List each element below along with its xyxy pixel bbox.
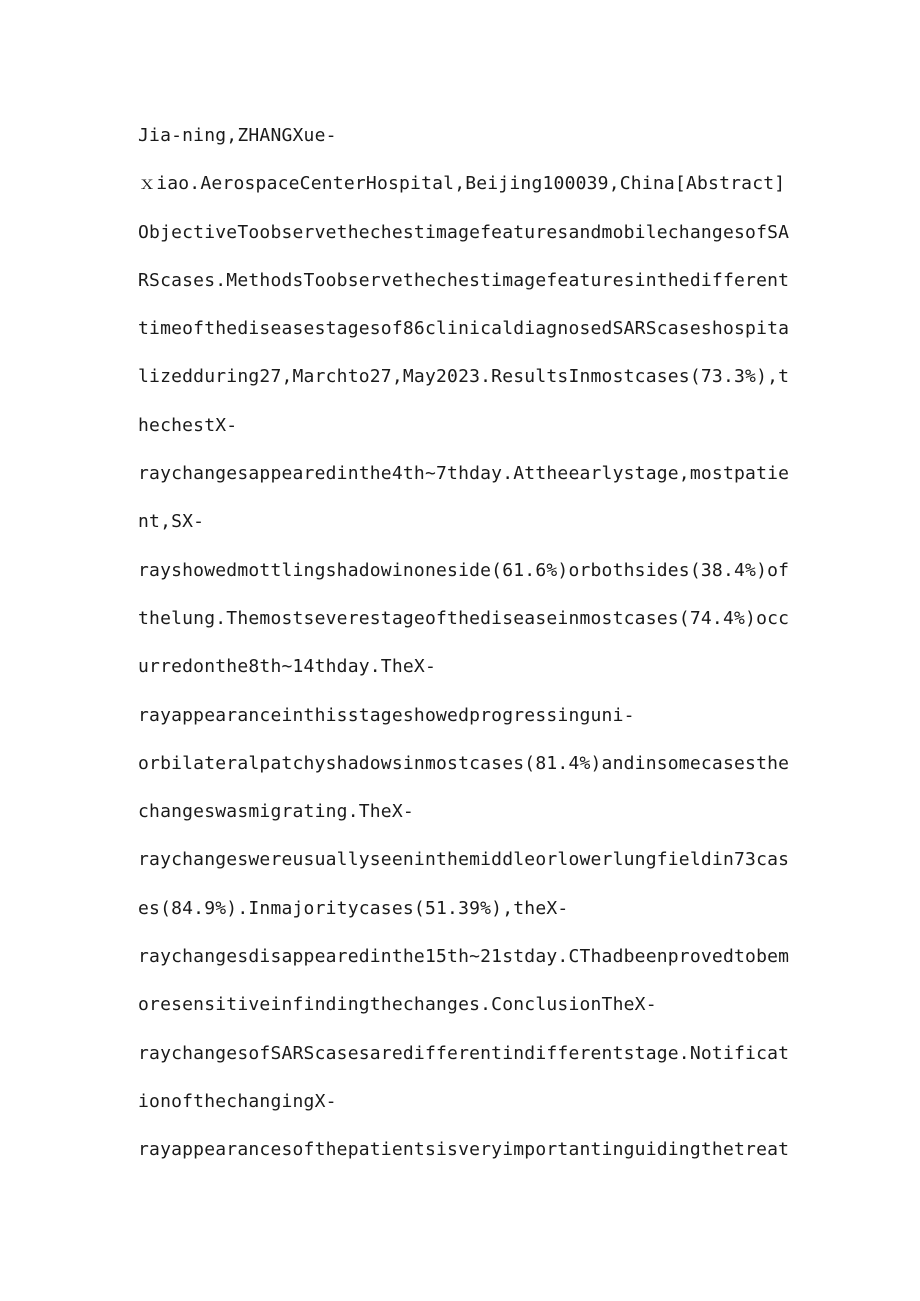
abstract-text-block [138,112,788,1175]
text-line: urredonthe8th~14thday.TheX- [138,656,436,678]
text-line: Jia-ning,ZHANGXue- [138,125,337,146]
text-line: ionofthechangingX- [138,1090,337,1112]
text-line: orbilateralpatchyshadowsinmostcases(81.4%)andinsomecasesthe [138,752,790,774]
text-line: ObjectiveToobservethechestimagefeaturesandmobilechangesofSA [138,221,790,243]
text-line: raychangesofSARScasesaredifferentindifferentstage.Notificat [138,1042,790,1064]
text-line: raychangeswereusuallyseeninthemiddleorlowerlungfieldin73cas [138,849,790,871]
text-line: hechestX- [138,414,238,436]
text-line: thelung.Themostseverestageofthediseaseinmostcases(74.4%)occ [138,607,790,629]
text-line: ｘiao.AerospaceCenterHospital,Beijing100039,China[Abstract] [138,173,786,195]
text-line: RScases.MethodsToobservethechestimagefeaturesinthedifferent [138,269,790,291]
text-line: changeswasmigrating.TheX- [138,801,414,823]
text-line: oresensitiveinfindingthechanges.ConclusionTheX- [138,994,657,1016]
text-line: timeofthediseasestagesof86clinicaldiagnosedSARScaseshospita [138,318,790,340]
text-line: raychangesdisappearedinthe15th~21stday.CThadbeenprovedtobem [138,946,790,968]
text-line: raychangesappearedinthe4th~7thday.Attheearlystage,mostpatie [138,463,790,485]
text-line: rayappearancesofthepatientsisveryimportantinguidingthetreat [138,1139,790,1161]
text-line: es(84.9%).Inmajoritycases(51.39%),theX- [138,897,569,919]
text-line: rayshowedmottlingshadowinoneside(61.6%)orbothsides(38.4%)of [138,559,790,581]
text-line: rayappearanceinthisstageshowedprogressinguni- [138,704,635,726]
text-line: lizedduring27,Marchto27,May2023.ResultsInmostcases(73.3%),t [138,366,790,388]
text-line: nt,SX- [138,511,205,533]
